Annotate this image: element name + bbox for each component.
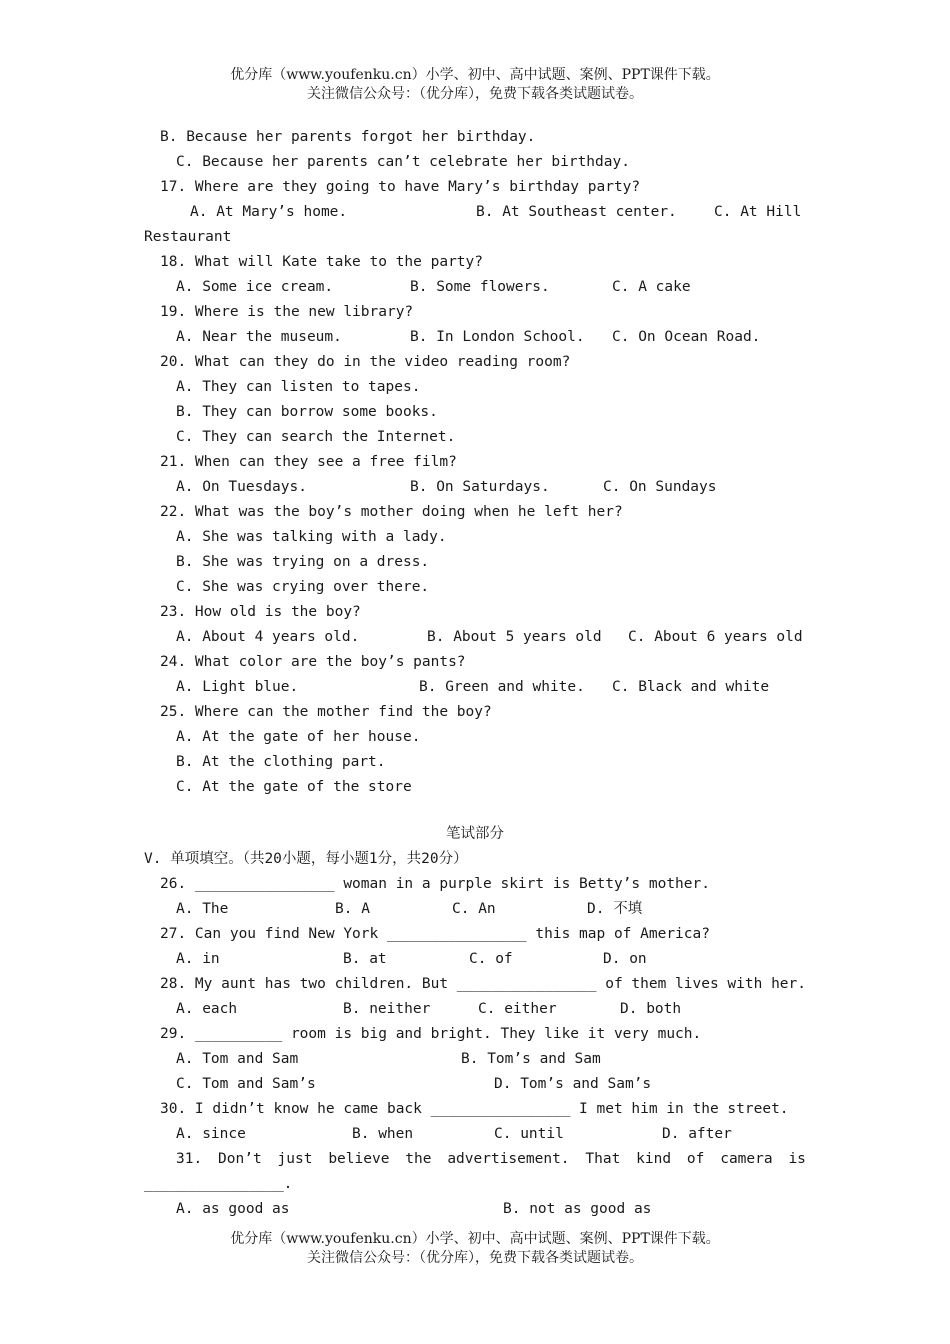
q23-option-c: C. About 6 years old — [628, 629, 803, 645]
q31-word: is — [788, 1151, 806, 1167]
q18-question: 18. What will Kate take to the party? — [160, 254, 484, 270]
q17-option-c: C. At Hill — [714, 204, 802, 220]
q16-option-b: B. Because her parents forgot her birthday. — [160, 129, 536, 145]
q20-option-a: A. They can listen to tapes. — [176, 379, 421, 395]
q22-question: 22. What was the boy’s mother doing when he left her? — [160, 504, 623, 520]
q25-question: 25. Where can the mother find the boy? — [160, 704, 492, 720]
q21-option-c: C. On Sundays — [603, 479, 717, 495]
page-footer — [0, 1230, 950, 1268]
q22-option-c: C. She was crying over there. — [176, 579, 430, 595]
q29-option-c: C. Tom and Sam’s — [176, 1076, 316, 1092]
q25-option-a: A. At the gate of her house. — [176, 729, 421, 745]
q19-option-c: C. On Ocean Road. — [612, 329, 761, 345]
q31-option-a: A. as good as — [176, 1201, 290, 1217]
q31-blank: ________________. — [144, 1176, 293, 1192]
written-section-title: 笔试部分 — [446, 826, 504, 842]
q29-option-b: B. Tom’s and Sam — [461, 1051, 601, 1067]
q31-word: just — [277, 1151, 313, 1167]
q22-option-a: A. She was talking with a lady. — [176, 529, 447, 545]
q27-question: 27. Can you find New York ________________ this map of America? — [160, 926, 710, 942]
q24-option-b: B. Green and white. — [419, 679, 585, 695]
q30-option-c: C. until — [494, 1126, 564, 1142]
q27-option-c: C. of — [469, 951, 513, 967]
q26-option-a: A. The — [176, 901, 229, 917]
q26-option-c: C. An — [452, 901, 496, 917]
q28-option-d: D. both — [620, 1001, 682, 1017]
q20-question: 20. What can they do in the video reading room? — [160, 354, 571, 370]
q28-question: 28. My aunt has two children. But ________________ of them lives with her. — [160, 976, 807, 992]
q16-option-c: C. Because her parents can’t celebrate her birthday. — [176, 154, 630, 170]
q21-option-b: B. On Saturdays. — [410, 479, 550, 495]
q17-option-b: B. At Southeast center. — [476, 204, 677, 220]
q31-word: 31. — [176, 1151, 203, 1167]
q20-option-b: B. They can borrow some books. — [176, 404, 438, 420]
footer-line-2: 关注微信公众号：（优分库），免费下载各类试题试卷。 — [307, 1250, 643, 1266]
q30-option-a: A. since — [176, 1126, 246, 1142]
q19-option-a: A. Near the museum. — [176, 329, 342, 345]
q24-option-a: A. Light blue. — [176, 679, 299, 695]
q18-option-a: A. Some ice cream. — [176, 279, 334, 295]
q26-option-d: D. 不填 — [587, 901, 643, 917]
q18-option-c: C. A cake — [612, 279, 691, 295]
q31-word: the — [405, 1151, 432, 1167]
q24-question: 24. What color are the boy’s pants? — [160, 654, 466, 670]
q26-option-b: B. A — [335, 901, 370, 917]
q31-word: That — [585, 1151, 621, 1167]
q31-word: of — [686, 1151, 705, 1167]
q31-word: advertisement. — [447, 1151, 570, 1167]
page-header — [0, 66, 950, 104]
q25-option-c: C. At the gate of the store — [176, 779, 412, 795]
footer-line-1: 优分库（www.youfenku.cn）小学、初中、高中试题、案例、PPT课件下载。 — [230, 1231, 720, 1247]
q17-question: 17. Where are they going to have Mary’s birthday party? — [160, 179, 641, 195]
q17-option-a: A. At Mary’s home. — [190, 204, 348, 220]
q18-option-b: B. Some flowers. — [410, 279, 550, 295]
q28-option-c: C. either — [478, 1001, 557, 1017]
q31-word: believe — [328, 1151, 390, 1167]
q21-question: 21. When can they see a free film? — [160, 454, 457, 470]
q23-option-a: A. About 4 years old. — [176, 629, 360, 645]
q25-option-b: B. At the clothing part. — [176, 754, 386, 770]
q30-option-d: D. after — [662, 1126, 732, 1142]
q27-option-b: B. at — [343, 951, 387, 967]
q23-question: 23. How old is the boy? — [160, 604, 361, 620]
q29-option-a: A. Tom and Sam — [176, 1051, 299, 1067]
q27-option-a: A. in — [176, 951, 220, 967]
q31-word: camera — [720, 1151, 773, 1167]
q23-option-b: B. About 5 years old — [427, 629, 602, 645]
q21-option-a: A. On Tuesdays. — [176, 479, 307, 495]
q30-option-b: B. when — [352, 1126, 414, 1142]
q24-option-c: C. Black and white — [612, 679, 770, 695]
q17-option-c-continued: Restaurant — [144, 229, 232, 245]
q27-option-d: D. on — [603, 951, 647, 967]
q28-option-b: B. neither — [343, 1001, 431, 1017]
section-v-heading: V. 单项填空。（共20小题，每小题1分，共20分） — [144, 851, 468, 867]
q19-option-b: B. In London School. — [410, 329, 585, 345]
q31-word: kind — [636, 1151, 672, 1167]
q22-option-b: B. She was trying on a dress. — [176, 554, 430, 570]
q29-question: 29. __________ room is big and bright. They like it very much. — [160, 1026, 702, 1042]
q28-option-a: A. each — [176, 1001, 238, 1017]
q26-question: 26. ________________ woman in a purple skirt is Betty’s mother. — [160, 876, 710, 892]
q31-option-b: B. not as good as — [503, 1201, 652, 1217]
q30-question: 30. I didn’t know he came back ________________ I met him in the street. — [160, 1101, 789, 1117]
q31-question — [176, 1149, 806, 1169]
header-line-2: 关注微信公众号：（优分库），免费下载各类试题试卷。 — [307, 86, 643, 102]
header-line-1: 优分库（www.youfenku.cn）小学、初中、高中试题、案例、PPT课件下载。 — [230, 67, 720, 83]
q29-option-d: D. Tom’s and Sam’s — [494, 1076, 652, 1092]
q31-word: Don’t — [218, 1151, 262, 1167]
q19-question: 19. Where is the new library? — [160, 304, 414, 320]
q20-option-c: C. They can search the Internet. — [176, 429, 456, 445]
